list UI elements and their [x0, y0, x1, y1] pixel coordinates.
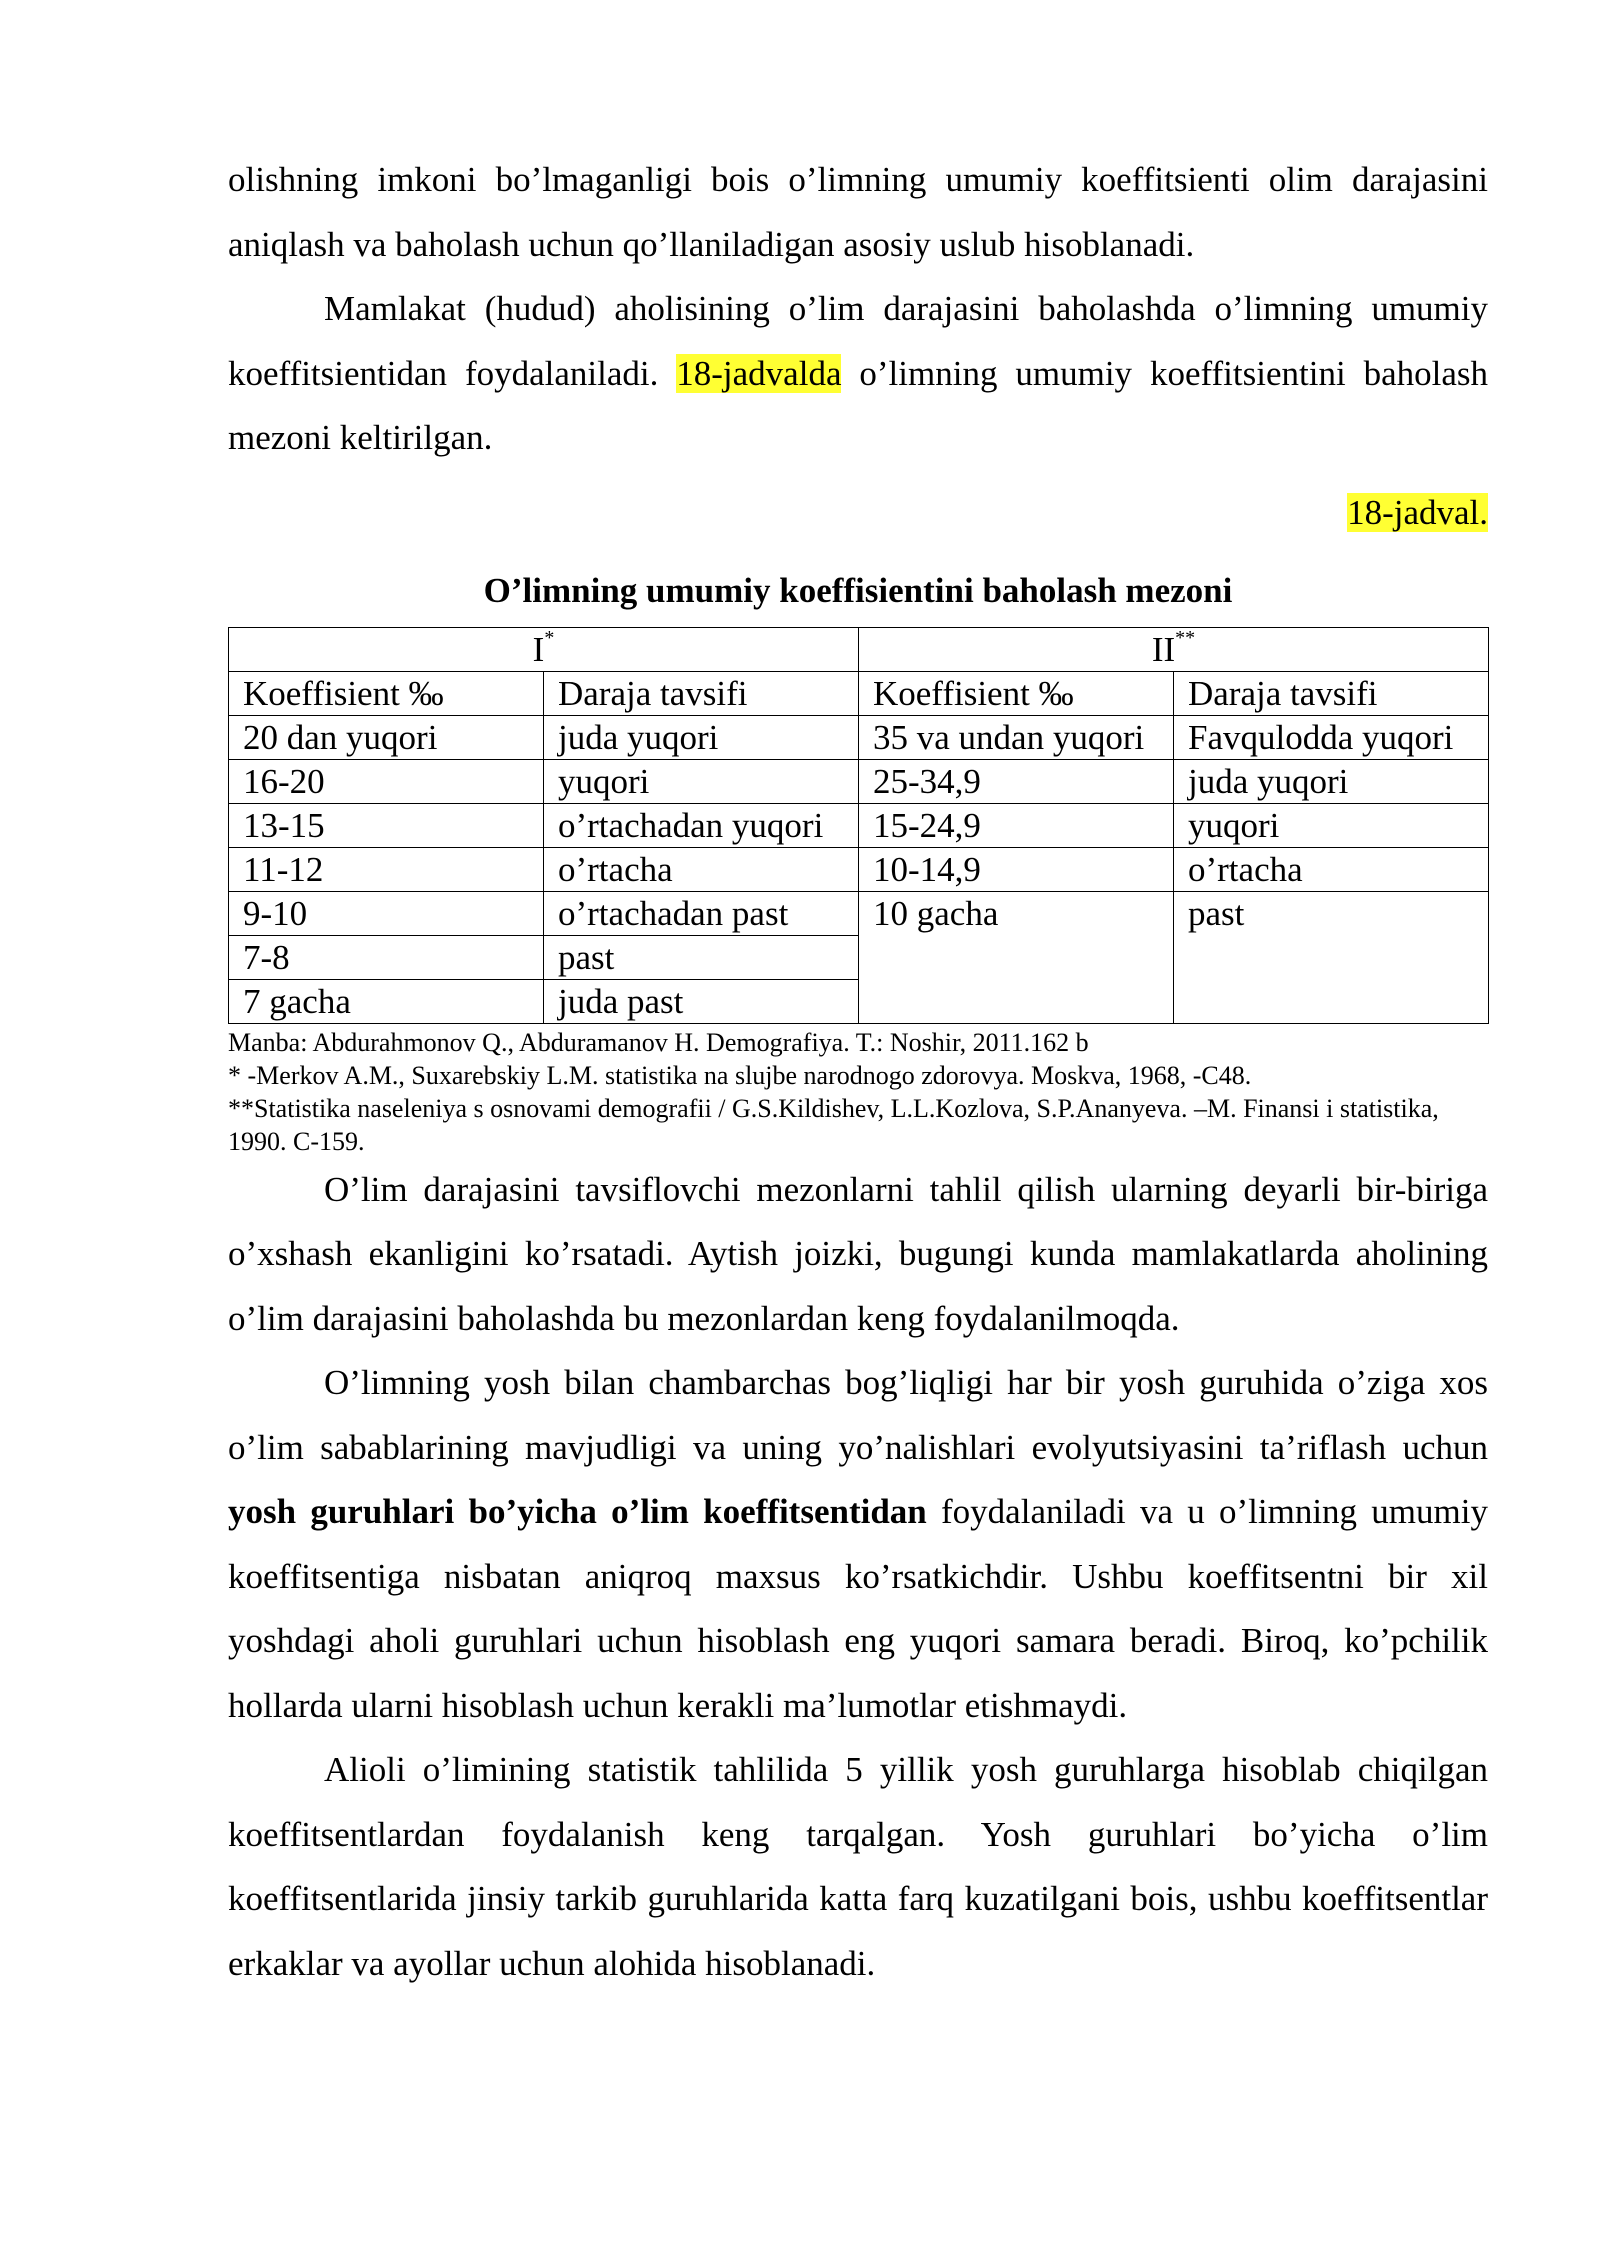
table-cell: 11-12 — [229, 847, 544, 891]
paragraph-2-text-a: Mamlakat (hudud) aholisining o’lim darajasini baholashda o’limning umumiy koeffitsientidan foydalaniladi. — [228, 289, 1488, 393]
table-cell: o’rtachadan yuqori — [544, 803, 859, 847]
table-cell: past — [544, 935, 859, 979]
paragraph-1: olishning imkoni bo’lmaganligi bois o’limning umumiy koeffitsienti olim darajasini aniqlash va baholash uchun qo’llaniladigan asosiy uslub hisoblanadi. — [228, 160, 1488, 264]
table-cell: o’rtacha — [1174, 847, 1489, 891]
table-column-header-row — [229, 671, 1489, 715]
table-row — [229, 759, 1489, 803]
column-header: Daraja tavsifi — [1174, 671, 1489, 715]
paragraph-4-text-b: foydalaniladi va u o’limning umumiy koeffitsentiga nisbatan aniqroq maxsus ko’rsatkichdir. Ushbu koeffitsentni bir xil yoshdagi aholi guruhlari uchun hisoblash eng yuqori samara beradi. Biroq, ko’pchilik hollarda ularni hisoblash uchun kerakli ma’lumotlar etishmaydi. — [228, 1492, 1488, 1725]
column-header: Koeffisient ‰ — [229, 671, 544, 715]
table-title: O’limning umumiy koeffisientini baholash mezoni — [483, 570, 1233, 610]
table-cell: yuqori — [544, 759, 859, 803]
group-header-2-mark: ** — [1175, 627, 1196, 649]
footnote-1: * -Merkov A.M., Suxarebskiy L.M. statistika na slujbe narodnogo zdorovya. Moskva, 1968, -C48. — [228, 1060, 1252, 1090]
paragraph-2-text-b: o’limning umumiy koeffitsientini baholash mezoni keltirilgan. — [228, 353, 1488, 457]
table-cell: 16-20 — [229, 759, 544, 803]
group-header-2: II** — [859, 627, 1489, 671]
group-header-1-mark: * — [544, 627, 555, 649]
table-cell: 9-10 — [229, 891, 544, 935]
table-cell: juda yuqori — [1174, 759, 1489, 803]
table-notes — [228, 1026, 1488, 1158]
table-cell: 7-8 — [229, 935, 544, 979]
table-cell-merged: past — [1174, 891, 1489, 1023]
criteria-table — [228, 627, 1489, 1024]
paragraph-2 — [228, 277, 1488, 471]
table-group-header-row — [229, 627, 1489, 671]
table-cell: 35 va undan yuqori — [859, 715, 1174, 759]
paragraph-3: O’lim darajasini tavsiflovchi mezonlarni tahlil qilish ularning deyarli bir-biriga o’xshash ekanligini ko’rsatadi. Aytish joizki, bugungi kunda mamlakatlarda aholining o’lim darajasini baholashda bu mezonlardan keng foydalanilmoqda. — [228, 1169, 1488, 1338]
column-header: Daraja tavsifi — [544, 671, 859, 715]
table-row — [229, 847, 1489, 891]
table-cell: Favqulodda yuqori — [1174, 715, 1489, 759]
table-cell: juda past — [544, 979, 859, 1023]
source-note: Manba: Abdurahmonov Q., Abduramanov H. Demografiya. T.: Noshir, 2011.162 b — [228, 1027, 1089, 1057]
table-cell: 7 gacha — [229, 979, 544, 1023]
footnote-2: **Statistika naseleniya s osnovami demografii / G.S.Kildishev, L.L.Kozlova, S.P.Ananyeva. –M. Finansi i statistika, 1990. C-159. — [228, 1093, 1439, 1156]
table-row — [229, 803, 1489, 847]
table-reference-highlight: 18-jadvalda — [676, 353, 842, 393]
table-row — [229, 891, 1489, 935]
table-cell: 20 dan yuqori — [229, 715, 544, 759]
table-cell-merged: 10 gacha — [859, 891, 1174, 1023]
page-content — [228, 148, 1488, 1996]
table-cell: o’rtachadan past — [544, 891, 859, 935]
table-number-highlight: 18-jadval. — [1347, 492, 1488, 532]
paragraph-5: Alioli o’limining statistik tahlilida 5 yillik yosh guruhlarga hisoblab chiqilgan koeffitsentlardan foydalanish keng tarqalgan. Yosh guruhlari bo’yicha o’lim koeffitsentlarida jinsiy tarkib guruhlarida katta farq kuzatilgani bois, ushbu koeffitsentlar erkaklar va ayollar uchun alohida hisoblanadi. — [228, 1750, 1488, 1983]
table-cell: yuqori — [1174, 803, 1489, 847]
table-cell: 25-34,9 — [859, 759, 1174, 803]
table-cell: o’rtacha — [544, 847, 859, 891]
table-row — [229, 715, 1489, 759]
table-cell: 10-14,9 — [859, 847, 1174, 891]
group-header-1: I* — [229, 627, 859, 671]
paragraph-4-bold-term: yosh guruhlari bo’yicha o’lim koeffitsentidan — [228, 1492, 927, 1531]
table-cell: 15-24,9 — [859, 803, 1174, 847]
paragraph-4-text-a: O’limning yosh bilan chambarchas bog’liqligi har bir yosh guruhida o’ziga xos o’lim sabablarining mavjudligi va uning yo’nalishlari evolyutsiyasini ta’riflash uchun — [228, 1363, 1488, 1467]
column-header: Koeffisient ‰ — [859, 671, 1174, 715]
paragraph-4 — [228, 1351, 1488, 1738]
table-number — [228, 481, 1488, 545]
table-cell: 13-15 — [229, 803, 544, 847]
table-cell: juda yuqori — [544, 715, 859, 759]
